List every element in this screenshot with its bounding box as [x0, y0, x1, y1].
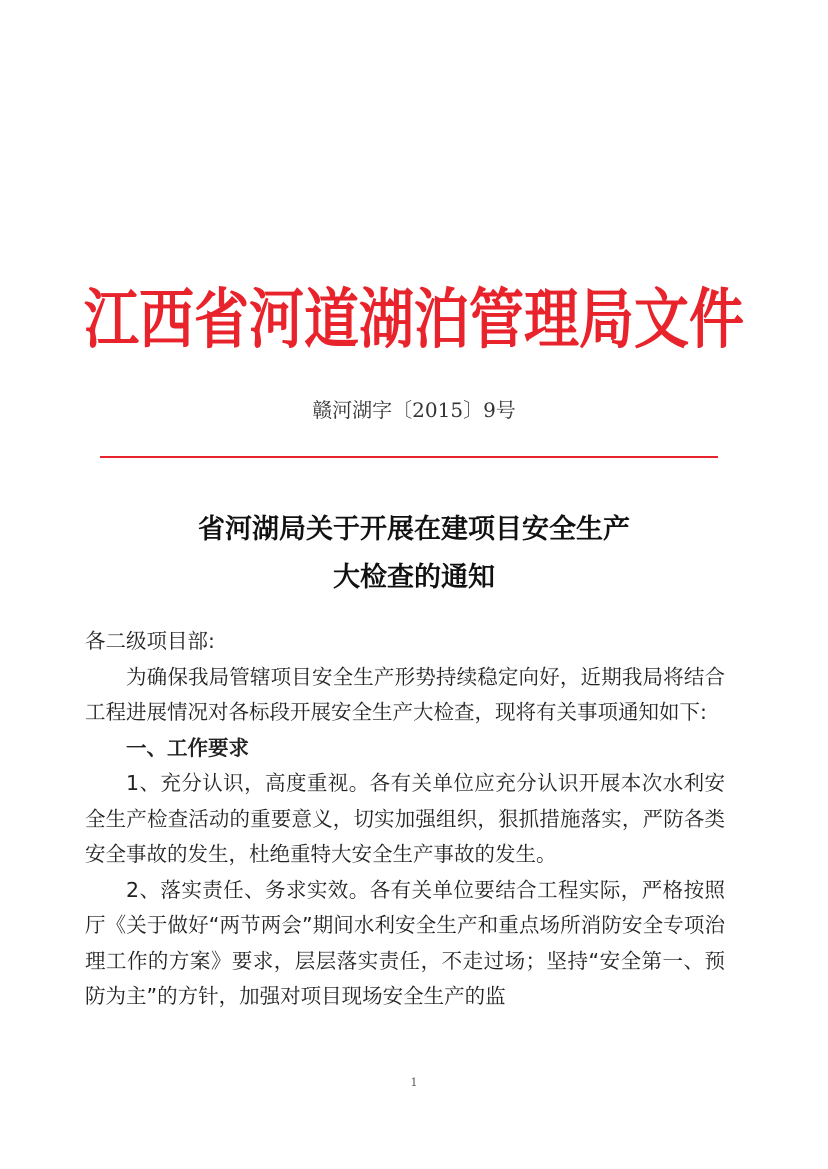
notice-title-line-2: 大检查的通知 [333, 562, 495, 593]
document-number: 赣河湖字〔2015〕9号 [312, 398, 516, 422]
section-heading-work-requirements: 一、工作要求 [126, 735, 249, 760]
requirement-item-2: 2、落实责任、务求实效。各有关单位要结合工程实际，严格按照厅《关于做好“两节两会”期间水利安全生产和重点场所消防安全专项治理工作的方案》要求，层层落实责任，不走过场；坚持“安全第一、预防为主”的方针，加强对项目现场安全生产的监 [85, 877, 725, 1008]
red-divider-line [100, 456, 718, 458]
intro-paragraph: 为确保我局管辖项目安全生产形势持续稳定向好，近期我局将结合工程进展情况对各标段开展安全生产大检查，现将有关事项通知如下: [85, 664, 725, 724]
issuing-authority-title: 江西省河道湖泊管理局文件 [83, 280, 744, 357]
salutation: 各二级项目部: [85, 629, 215, 653]
notice-title [0, 506, 828, 602]
page-number: 1 [410, 1076, 418, 1089]
notice-title-line-1: 省河湖局关于开展在建项目安全生产 [198, 514, 630, 545]
notice-body [85, 624, 725, 1015]
requirement-item-1: 1、充分认识，高度重视。各有关单位应充分认识开展本次水利安全生产检查活动的重要意义，切实加强组织，狠抓措施落实，严防各类安全事故的发生，杜绝重特大安全生产事故的发生。 [85, 771, 725, 866]
